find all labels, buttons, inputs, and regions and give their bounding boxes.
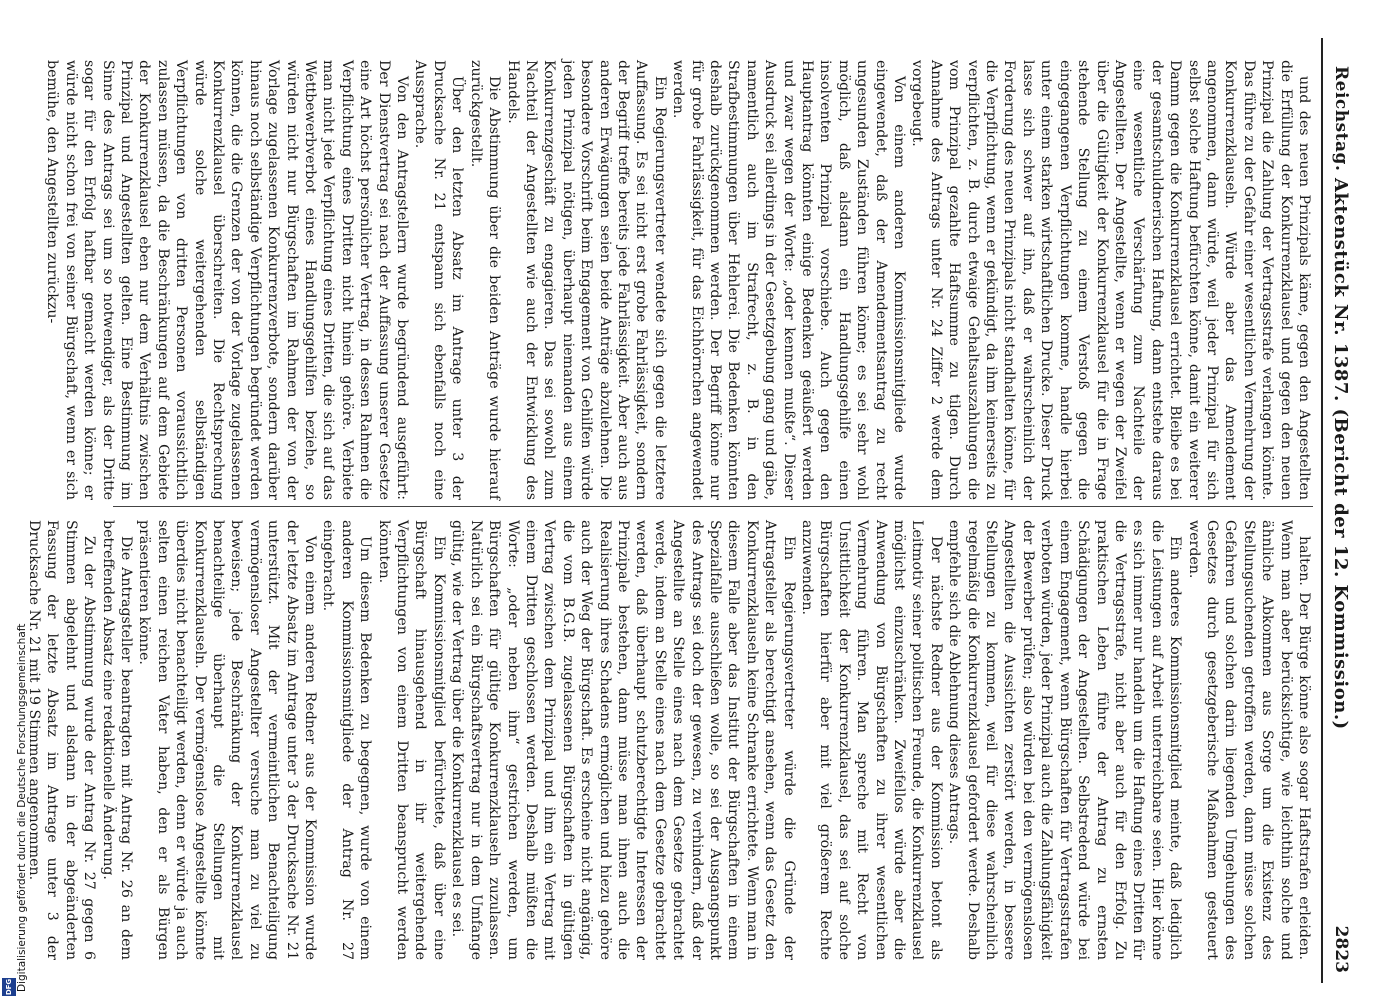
document-page [25,38,1353,983]
paragraph: Von einem anderen Kommissionsmitgliede wurde eingewendet, daß der Amendementsantrag zu recht ungesunden Zuständen führen könne; es sei sehr wohl möglich, daß alsdann ein Handlungsgehilfe einen insolventen Prinzipal vorschiebe. Auch gegen den Hauptantrag könnten einige Bedenken geäußert werden und zwar wegen der Worte: „oder kennen mußte“. Dieser Ausdruck sei allerdings in der Gesetzgebung gang und gäbe, namentlich auch im Strafrecht, z. B. in den Strafbestimmungen über Hehlerei. Die Bedenken könnten deshalb zurückgenommen werden. Der Begriff könne nur für grobe Fahrlässigkeit, für das Eichhörnchen angewendet werden. [670,60,908,500]
dfg-logo: DFG [2,978,16,996]
page-header [1321,38,1353,983]
right-column [25,520,1313,960]
funding-credit: Digitalisierung gefördert durch die Deutsche Forschungsgemeinschaft [16,623,28,992]
paragraph: halten. Der Bürge könne also sogar Haftstrafen erleiden. Wenn man aber berücksichtige, wie leichthin solche und ähnliche Abkommen aus Sorge um die Existenz des Stellungsuchenden getroffen werden, dann müsse solchen Gefahren und solchen darin liegenden Umgehungen des Gesetzes durch gesetzgeberische Maßnahmen gesteuert werden. [1185,520,1312,960]
paragraph: und des neuen Prinzipals käme, gegen den Angestellten die Erfüllung der Konkurrenzklausel und gegen den neuen Prinzipal die Zahlung der Vertragsstrafe verlangen könnte. Das führe zu der Gefahr einer wesentlichen Vermehrung der Konkurrenzklauseln. Würde aber das Amendement angenommen, dann würde, weil jeder Prinzipal für sich selbst solche Haftung befürchten könne, damit ein weiterer Damm gegen die Konkurrenzklausel errichtet. Bleibe es bei der gesamtschuldnerischen Haftung, dann entstehe daraus eine wesentliche Verschärfung zum Nachteile der Angestellten. Der Angestellte, wenn er wegen der Zweifel über die Gültigkeit der Konkurrenzklausel für die in Frage stehende Stellung zu einem Verstoß gegen die eingegangenen Verpflichtungen komme, handle hierbei unter einem starken wirtschaftlichen Drucke. Dieser Druck lasse sich schwer auf ihn, daß er wahrscheinlich der Forderung des neuen Prinzipals nicht standhalten könne, für die Verpflichtung, wenn er gekündigt, da ihm keinerseits zu verpflichten, z. B. durch etwaige Gehaltsauszahlungen die vom Prinzipal gezahlte Haftsumme zu tilgen. Durch Annahme des Antrags unter Nr. 24 Ziffer 2 werde dem vorgebeugt. [909,60,1312,500]
column-separator [113,506,1313,507]
header-left: Reichstag. [1331,66,1351,172]
paragraph: Der nächste Redner aus der Kommission betont als Leitmotiv seiner politischen Freunde, die Konkurrenzklausel möglichst einzuschränken. Zweifellos würde aber die Anwendung von Bürgschaften zu ihrer wesentlichen Vermehrung führen. Man spreche mit Recht von Unsittlichkeit der Konkurrenzklausel, das sei auf solche Bürgschaften hierfür aber mit viel größerem Rechte anzuwenden. [799,520,944,960]
left-column [44,60,1313,500]
paragraph: Zu der Abstimmung wurde der Antrag Nr. 27 gegen 6 Stimmen abgelehnt und alsdann in der abgeänderten Fassung der letzte Absatz im Antrage unter 3 der Drucksache Nr. 21 mit 19 Stimmen angenommen. [25,520,98,960]
paragraph: Ein Regierungsvertreter würde die Gründe der Antragsteller als berechtigt ansehen, wenn das Gesetz den Konkurrenzklauseln keine Schranke errichtete. Wenn man in diesem Falle aber das Institut der Bürgschaften in einem Spezialfalle ausschließen wolle, so sei der Ausgangspunkt des Antrags sei doch der gewesen, zu verhindern, daß der Angestellte an Stelle eines nach dem Gesetze gebrachtet werde, indem an Stelle eines nach dem Gesetze gebrachtet werden, daß überhaupt schutzberechtigte Interessen der Prinzipale bestehen, dann müsse man ihnen auch die Realisierung ihres Schadens ermöglichen und hiezu gehöre auch der Weg der Bürgschaft. Es erscheine nicht angängig, die vom B.G.B. zugelassenen Bürgschaften in gültigen Vertrag zwischen dem Prinzipal und ihm ein Vertrag mit einem Dritten geschlossen werden. Deshalb müßten die Worte: „oder neben ihm“ gestrichen werden, um Bürgschaften für gültige Konkurrenzklauseln zuzulassen. Natürlich sei ein Bürgschaftsvertrag nur in dem Umfange gültig, wie der Vertrag über die Konkurrenzklausel es sei. [449,520,797,960]
header-rule [1321,38,1323,983]
paragraph: Die Abstimmung über die beiden Anträge wurde hierauf zurückgestellt. [467,60,503,500]
paragraph: Ein Regierungsvertreter wendete sich gegen die letztere Auffassung. Es sei nicht erst grobe Fahrlässigkeit, sondern der Begriff treffe bereits jede Fahrlässigkeit. Aber auch aus anderen Erwägungen seien beide Anträge abzulehnen. Die besondere Vorschrift beim Engagement von Gehilfen würde jeden Prinzipal nötigen, überhaupt niemanden aus einem Konkurrenzgeschäft zu engagieren. Das sei sowohl zum Nachteil der Angestellten wie auch der Entwicklung des Handels. [504,60,668,500]
header-title: Aktenstück Nr. 1387. (Bericht der 12. Kommission.) [1330,178,1351,730]
paragraph: Die Antragsteller beantragten mit Antrag Nr. 26 an dem betreffenden Absatz eine redaktionelle Änderung. [99,520,134,960]
paragraph: Über den letzten Absatz im Antrage unter 3 der Drucksache Nr. 21 entspann sich ebenfalls noch eine Aussprache. [412,60,466,500]
paragraph: Von einem anderen Redner aus der Kommission wurde der letzte Absatz im Antrage unter 3 der Drucksache Nr. 21 unterstützt. Mit der vermeintlichen Benachteiligung vermögensloser Angestellter versuche man zu viel zu beweisen; jede Beschränkung der Konkurrenzklausel benachteilige überhaupt die Stellungen mit Konkurrenzklauseln. Der vermögenslose Angestellte könnte überdies nicht benachteiligt werden, denn er würde ja auch selten einen reichen Vater haben, den er als Bürgen präsentieren könne. [136,520,319,960]
paragraph: Ein anderes Kommissionsmitglied meinte, daß lediglich die Leistungen auf Arbeit unterreichbare seien. Hier könne es sich immer nur handeln um die Haftung eines Dritten für die Vertragsstrafe, nicht aber auch für den Erfolg. Zu praktischen Leben führe der Antrag zu ernsten Schädigungen der Angestellten. Selbstredend würde bei einem Engagement, wenn Bürgschaften für Vertragsstrafen verboten würden, jeder Prinzipal auch die Zahlungsfähigkeit der Bewerber prüfen; also würden bei den vermögenslosen Angestellten die Aussichten zerstört werden, in bessere Stellungen zu kommen, weil für diese wahrscheinlich regelmäßig die Konkurrenzklausel gefordert werde. Deshalb empfehle sich die Ablehnung dieses Antrags. [946,520,1184,960]
paragraph: Ein Kommissionsmitglied befürchtete, daß über eine Bürgschaft hinausgehend in ihr weitergehende Verpflichtungen von einem Dritten beansprucht werden könnten. [375,520,447,960]
paragraph: Von den Antragstellern wurde begründend ausgeführt: Der Dienstvertrag sei nach der Auffassung unserer Gesetze eine Art höchst persönlicher Vertrag, in dessen Rahmen die Verpflichtung eines Dritten nicht hinein gehöre. Verbiete man nicht jede Verpflichtung eines Dritten, die sich auf das Wettbewerbverbot eines Handlungsgehilfen beziehe, so würden nicht nur Bürgschaften im Rahmen der von der Vorlage zugelassenen Konkurrenzverbote, sondern darüber hinaus noch selbständige Verpflichtungen begründet werden können, die die Grenzen der von der Vorlage zugelassenen Konkurrenzklausel überschreiten. Die Rechtsprechung würde solche weitergehenden selbständigen Verpflichtungen von dritten Personen voraussichtlich zulassen müssen, da die Beschränkungen auf dem Gebiete der Konkurrenzklausel eben nur dem Verhältnis zwischen Prinzipal und Angestellten gelten. Eine Bestimmung im Sinne des Antrags sei um so notwendiger, als der Dritte sogar für den Erfolg haftbar gemacht werden könne; er würde nicht schon frei von seiner Bürgschaft, wenn er sich bemühe, den Angestellten zurückzu- [44,60,411,500]
paragraph: Um diesem Bedenken zu begegnen, wurde von einem anderen Kommissionsmitgliede der Antrag Nr. 27 eingebracht. [320,520,374,960]
page-number: 2823 [1331,925,1351,973]
